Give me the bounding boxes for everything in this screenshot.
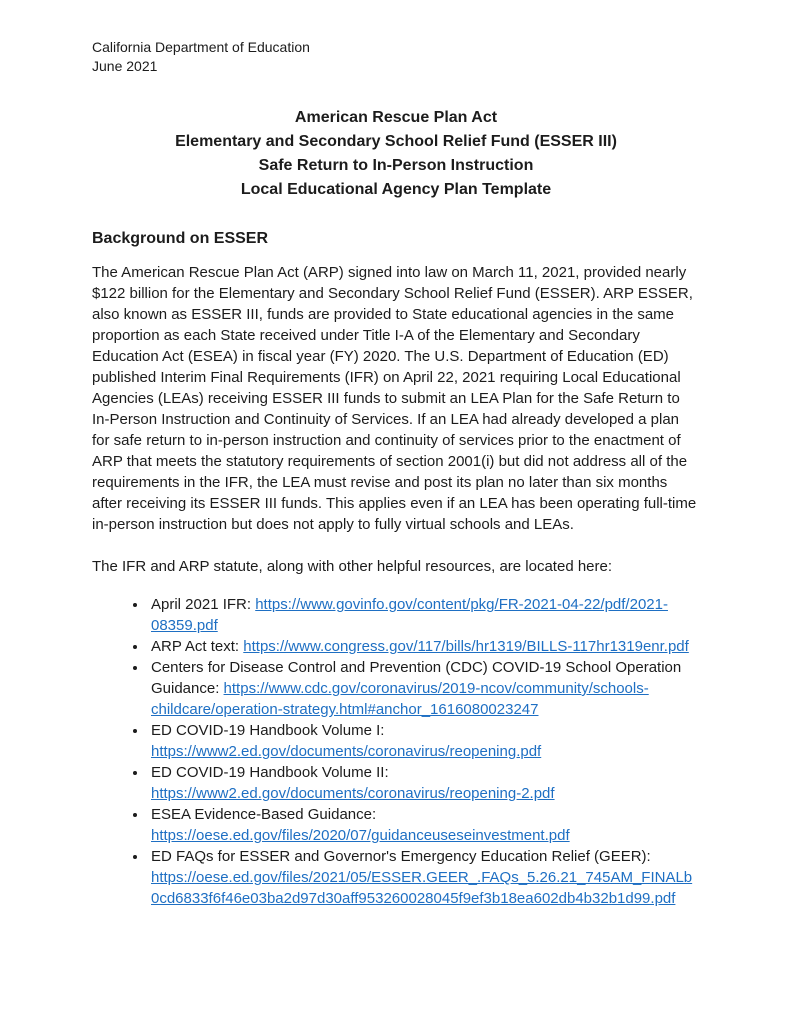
background-paragraph: The American Rescue Plan Act (ARP) signed into law on March 11, 2021, provided nearly $122 billion for the Elementary and Secondary School Relief Fund (ESSER). ARP ESSER, also known as ESSER III, funds are provided to State educational agencies in the same proportion as each State received under Title I-A of the Elementary and Secondary Education Act (ESEA) in fiscal year (FY) 2020. The U.S. Department of Education (ED) published Interim Final Requirements (IFR) on April 22, 2021 requiring Local Educational Agencies (LEAs) receiving ESSER III funds to submit an LEA Plan for the Safe Return to In-Person Instruction and Continuity of Services. If an LEA had already developed a plan for safe return to in-person instruction and continuity of services prior to the enactment of ARP that meets the statutory requirements of section 2001(i) but did not address all of the requirements in the IFR, the LEA must revise and post its plan no later than six months after receiving its ESSER III funds. This applies even if an LEA has been operating full-time in-person instruction but does not apply to fully virtual schools and LEAs. [92,264,697,533]
title-line-4: Local Educational Agency Plan Template [240,181,552,198]
resource-item [148,762,700,804]
resource-link[interactable]: https://www.govinfo.gov/content/pkg/FR-2021-04-22/pdf/2021-08359.pdf [151,596,668,634]
title-line-3: Safe Return to In-Person Instruction [258,157,534,174]
resource-item [148,804,700,846]
resource-label: ESEA Evidence-Based Guidance: [151,806,377,823]
resource-label: ED COVID-19 Handbook Volume II: [151,764,389,781]
resource-link[interactable]: https://oese.ed.gov/files/2021/05/ESSER.GEER_.FAQs_5.26.21_745AM_FINALb0cd6833f6f46e03ba2d97d30aff953260028045f9ef3b18ea602db4b32b1d99.pdf [151,869,693,907]
title-line-2: Elementary and Secondary School Relief Fund (ESSER III) [175,133,617,150]
resource-label: April 2021 IFR: [151,596,256,613]
title-line-1: American Rescue Plan Act [294,109,498,126]
resource-link[interactable]: https://oese.ed.gov/files/2020/07/guidanceuseseinvestment.pdf [151,827,570,844]
resource-item [148,657,700,720]
resource-list [92,594,700,909]
resource-link[interactable]: https://www2.ed.gov/documents/coronavirus/reopening-2.pdf [151,785,555,802]
header-agency: California Department of Education [92,39,310,55]
resources-intro: The IFR and ARP statute, along with other helpful resources, are located here: [92,558,613,575]
resource-label: ED FAQs for ESSER and Governor's Emergency Education Relief (GEER): [151,848,651,865]
resource-item [148,846,700,909]
resource-label: Centers for Disease Control and Prevention (CDC) COVID-19 School Operation Guidance: [151,659,682,697]
section-heading: Background on ESSER [92,230,269,247]
resource-label: ARP Act text: [151,638,244,655]
header-date: June 2021 [92,58,158,74]
document-header [92,38,700,76]
resource-link[interactable]: https://www.congress.gov/117/bills/hr1319/BILLS-117hr1319enr.pdf [243,638,689,655]
resource-item [148,636,700,657]
resource-link[interactable]: https://www2.ed.gov/documents/coronavirus/reopening.pdf [151,743,542,760]
resource-link[interactable]: https://www.cdc.gov/coronavirus/2019-ncov/community/schools-childcare/operation-strategy.html#anchor_1616080023247 [151,680,649,718]
resource-item [148,594,700,636]
resource-item [148,720,700,762]
document-title [92,106,700,202]
resource-label: ED COVID-19 Handbook Volume I: [151,722,385,739]
